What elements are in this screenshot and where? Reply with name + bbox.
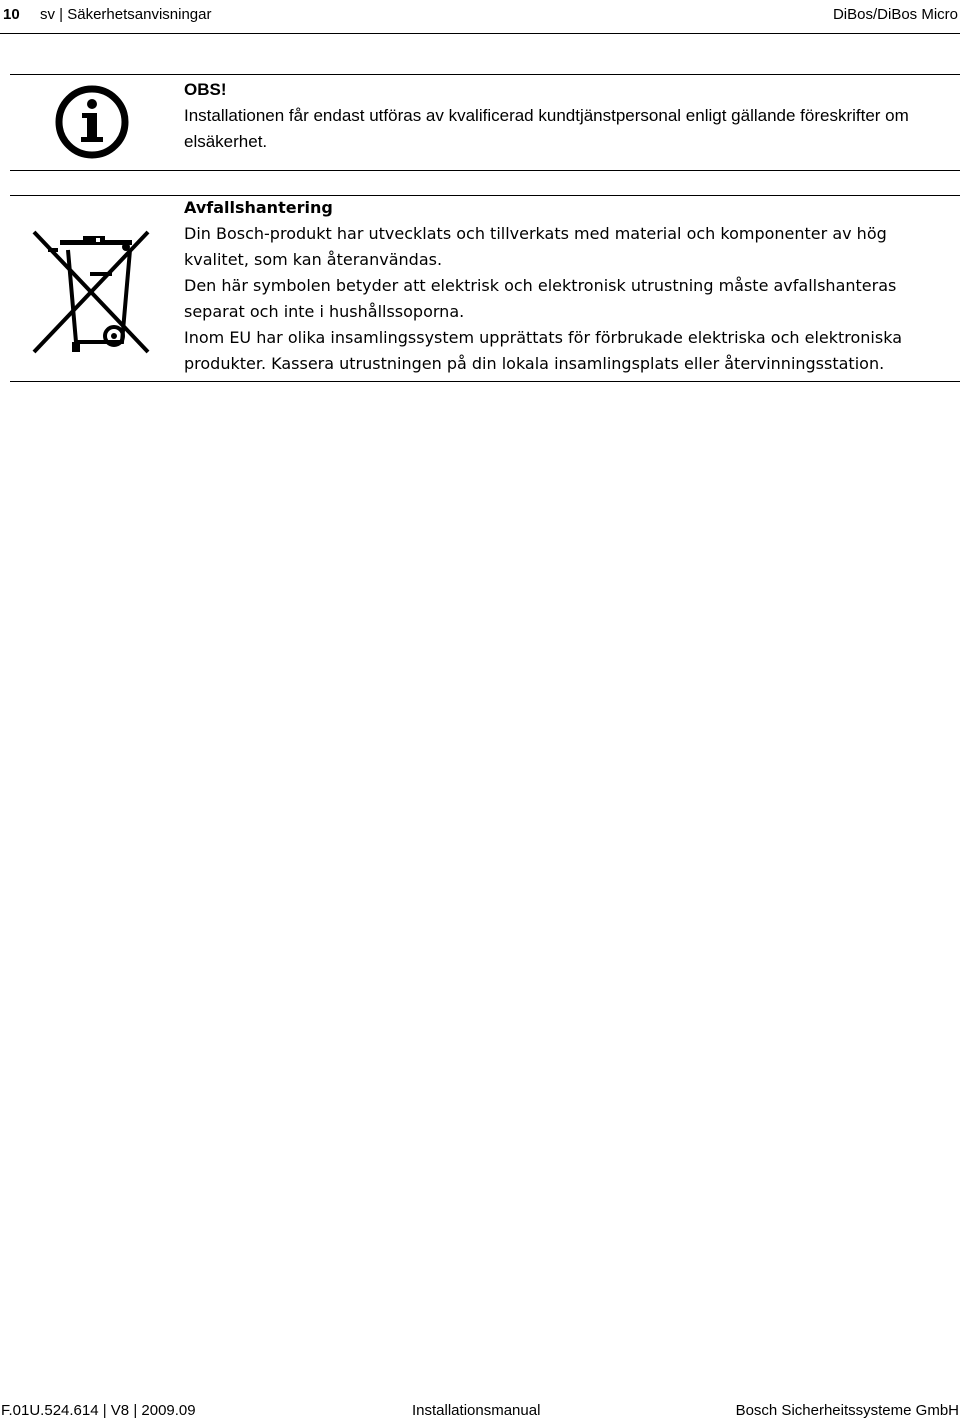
disposal-paragraph: Din Bosch-produkt har utvecklats och tillverkats med material och komponenter av hög kvalitet, som kan återanvändas. bbox=[184, 224, 887, 269]
page-header bbox=[0, 0, 960, 34]
disposal-block bbox=[184, 195, 954, 377]
info-icon bbox=[54, 84, 130, 160]
disposal-bottom-divider bbox=[10, 381, 960, 382]
notice-top-divider bbox=[10, 74, 960, 75]
disposal-paragraph: Inom EU har olika insamlingssystem upprättats för förbrukade elektriska och elektroniska produkter. Kassera utrustningen på din lokala insamlingsplats eller återvinningsstation. bbox=[184, 328, 902, 373]
notice-bottom-divider bbox=[10, 170, 960, 171]
page-footer bbox=[0, 1400, 960, 1420]
document-id: F.01U.524.614 | V8 | 2009.09 bbox=[1, 1402, 196, 1419]
notice-title: OBS! bbox=[184, 80, 227, 99]
notice-text: Installationen får endast utföras av kvalificerad kundtjänstpersonal enligt gällande föreskrifter om elsäkerhet. bbox=[184, 106, 909, 151]
header-divider bbox=[0, 33, 960, 34]
product-name: DiBos/DiBos Micro bbox=[832, 6, 958, 23]
crossed-out-wheelie-bin-icon bbox=[30, 228, 152, 356]
document-type: Installationsmanual bbox=[412, 1402, 541, 1419]
page-number: 10 bbox=[3, 6, 20, 23]
disposal-paragraph: Den här symbolen betyder att elektrisk och elektronisk utrustning måste avfallshanteras separat och inte i hushållssoporna. bbox=[184, 276, 897, 321]
section-title: sv | Säkerhetsanvisningar bbox=[40, 6, 212, 23]
company-name: Bosch Sicherheitssysteme GmbH bbox=[735, 1402, 959, 1419]
notice-block bbox=[184, 77, 954, 155]
disposal-title: Avfallshantering bbox=[184, 198, 333, 217]
